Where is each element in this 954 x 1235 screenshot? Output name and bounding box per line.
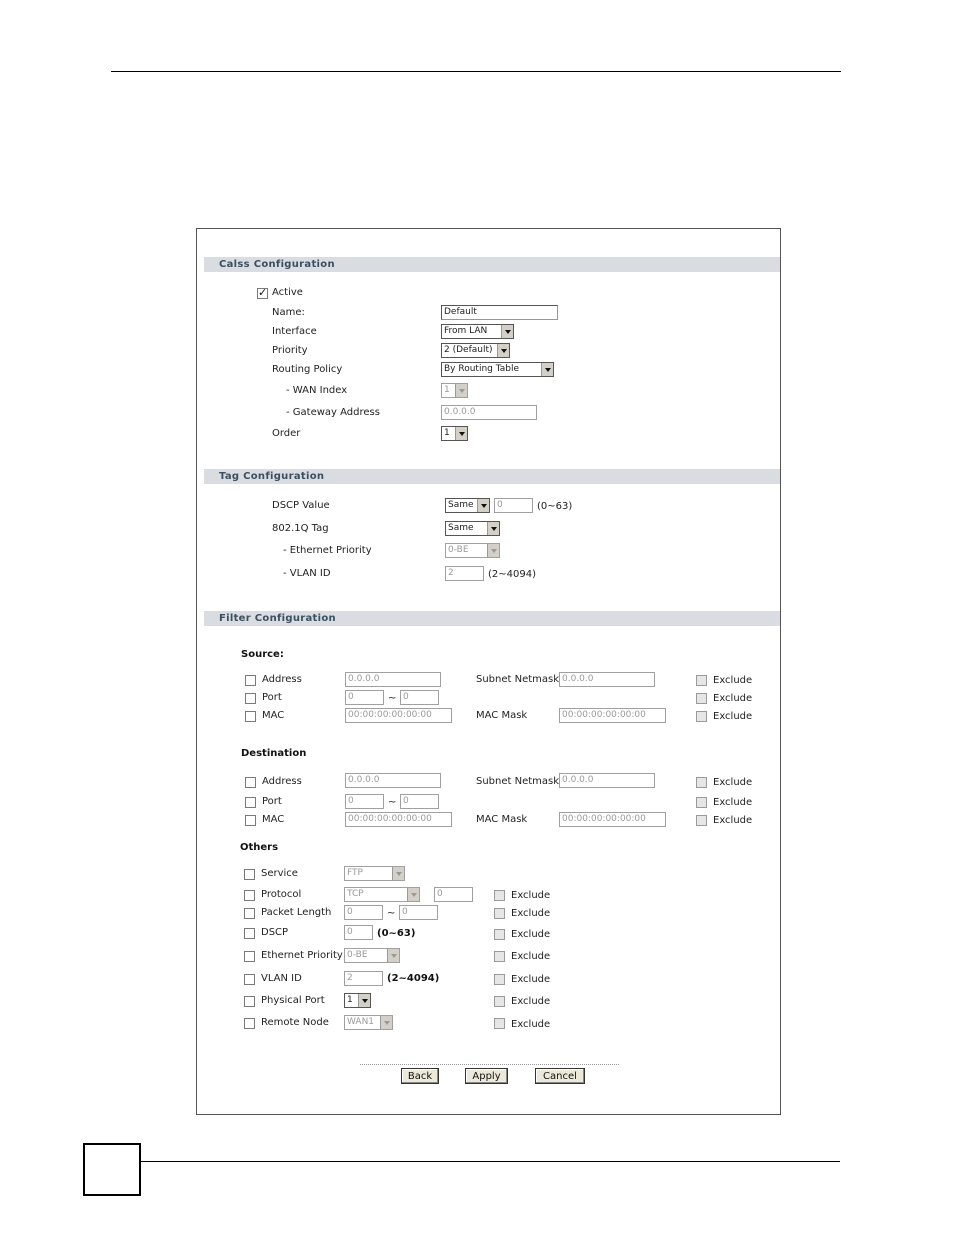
chevron-down-icon (392, 867, 404, 880)
dest-port-exclude-label: Exclude (713, 797, 753, 808)
dest-mac-mask-label: MAC Mask (476, 814, 528, 825)
protocol-number-input[interactable]: 0 (434, 887, 473, 902)
source-port-tilde: ~ (388, 693, 397, 704)
chevron-down-icon (487, 522, 499, 535)
dest-port-exclude-checkbox[interactable] (696, 797, 707, 808)
source-port-exclude-checkbox[interactable] (696, 693, 707, 704)
back-button[interactable]: Back (401, 1068, 439, 1084)
chevron-down-icon (455, 427, 467, 440)
name-label: Name: (272, 307, 305, 318)
packet-length-exclude-label: Exclude (511, 908, 551, 919)
eth-priority-filter-select[interactable] (344, 948, 400, 963)
eth-priority-filter-value: 0-BE (347, 950, 368, 960)
source-heading: Source: (241, 649, 284, 660)
name-input[interactable]: Default (441, 305, 558, 320)
vlan-id-input[interactable]: 2 (445, 566, 484, 581)
eth-priority-label: - Ethernet Priority (283, 545, 372, 556)
dest-address-exclude-label: Exclude (713, 777, 753, 788)
source-address-exclude-label: Exclude (713, 675, 753, 686)
chevron-down-icon (358, 994, 370, 1007)
filter-config-header: Filter Configuration (204, 611, 780, 626)
routing-policy-value: By Routing Table (444, 364, 520, 374)
dot1q-tag-value: Same (448, 523, 474, 533)
wan-index-value: 1 (444, 385, 450, 395)
class-config-header: Calss Configuration (204, 257, 780, 272)
wan-index-label: - WAN Index (286, 385, 348, 396)
service-value: FTP (347, 868, 363, 878)
chevron-down-icon (387, 949, 399, 962)
dest-mac-checkbox[interactable] (245, 815, 256, 826)
source-address-checkbox[interactable] (245, 675, 256, 686)
destination-heading: Destination (241, 748, 307, 759)
source-subnet-label: Subnet Netmask (476, 674, 560, 685)
source-port-to-input[interactable]: 0 (400, 690, 439, 705)
vlan-exclude-label: Exclude (511, 974, 551, 985)
cancel-button[interactable]: Cancel (535, 1068, 585, 1084)
order-select[interactable] (441, 426, 468, 441)
wan-index-select[interactable] (441, 383, 468, 398)
dscp-range-label: (0~63) (537, 501, 573, 512)
packet-length-to-input[interactable]: 0 (399, 905, 438, 920)
source-mac-mask-label: MAC Mask (476, 710, 528, 721)
dest-mac-exclude-checkbox[interactable] (696, 815, 707, 826)
gateway-label: - Gateway Address (286, 407, 380, 418)
source-mac-mask-input[interactable]: 00:00:00:00:00:00 (559, 708, 666, 723)
dscp-value-input[interactable]: 0 (494, 498, 533, 513)
physical-port-select[interactable] (344, 993, 371, 1008)
priority-select[interactable] (441, 343, 510, 358)
physical-port-exclude-label: Exclude (511, 996, 551, 1007)
dest-port-checkbox[interactable] (245, 797, 256, 808)
dscp-exclude-checkbox[interactable] (494, 929, 505, 940)
vlan-id-label: - VLAN ID (283, 568, 331, 579)
source-port-from-input[interactable]: 0 (345, 690, 384, 705)
dest-port-from-input[interactable]: 0 (345, 794, 384, 809)
dest-port-label: Port (262, 796, 282, 807)
remote-node-exclude-label: Exclude (511, 1019, 551, 1030)
others-heading: Others (240, 842, 279, 853)
order-label: Order (272, 428, 301, 439)
source-port-exclude-label: Exclude (713, 693, 753, 704)
source-mac-input[interactable]: 00:00:00:00:00:00 (345, 708, 452, 723)
dest-address-checkbox[interactable] (245, 777, 256, 788)
active-label: Active (272, 287, 303, 298)
remote-node-value: WAN1 (347, 1017, 375, 1027)
remote-node-exclude-checkbox[interactable] (494, 1018, 505, 1029)
dot1q-tag-select[interactable] (445, 521, 500, 536)
packet-length-from-input[interactable]: 0 (344, 905, 383, 920)
remote-node-select[interactable] (344, 1015, 393, 1030)
protocol-exclude-checkbox[interactable] (494, 890, 505, 901)
vlan-filter-checkbox[interactable] (244, 974, 255, 985)
interface-value: From LAN (444, 326, 488, 336)
vlan-exclude-checkbox[interactable] (494, 974, 505, 985)
active-checkbox[interactable] (257, 288, 268, 299)
dot1q-tag-label: 802.1Q Tag (272, 523, 329, 534)
protocol-checkbox[interactable] (244, 890, 255, 901)
routing-policy-select[interactable] (441, 362, 554, 377)
order-value: 1 (444, 428, 450, 438)
eth-priority-exclude-label: Exclude (511, 951, 551, 962)
source-mac-exclude-checkbox[interactable] (696, 711, 707, 722)
remote-node-label: Remote Node (261, 1017, 329, 1028)
dest-mac-label: MAC (262, 814, 285, 825)
vlan-filter-label: VLAN ID (261, 973, 302, 984)
chevron-down-icon (455, 384, 467, 397)
chevron-down-icon (501, 325, 513, 338)
tag-config-header: Tag Configuration (204, 469, 780, 484)
vlan-filter-input[interactable]: 2 (344, 971, 383, 986)
dscp-value-label: DSCP Value (272, 500, 330, 511)
dest-address-input[interactable]: 0.0.0.0 (345, 773, 441, 788)
eth-priority-value: 0-BE (448, 545, 469, 555)
dscp-checkbox[interactable] (244, 928, 255, 939)
protocol-value: TCP (347, 889, 364, 899)
service-checkbox[interactable] (244, 869, 255, 880)
source-address-label: Address (262, 674, 302, 685)
dest-mac-mask-input[interactable]: 00:00:00:00:00:00 (559, 812, 666, 827)
dscp-label: DSCP (261, 927, 289, 938)
remote-node-checkbox[interactable] (244, 1018, 255, 1029)
packet-length-label: Packet Length (261, 907, 332, 918)
protocol-exclude-label: Exclude (511, 890, 551, 901)
service-label: Service (261, 868, 298, 879)
protocol-select[interactable] (344, 887, 420, 902)
gateway-input[interactable]: 0.0.0.0 (441, 405, 537, 420)
source-mac-label: MAC (262, 710, 285, 721)
physical-port-checkbox[interactable] (244, 996, 255, 1007)
header-rule (111, 71, 841, 72)
priority-value: 2 (Default) (444, 345, 493, 355)
vlan-range-label: (2~4094) (488, 569, 536, 580)
dest-subnet-label: Subnet Netmask (476, 776, 560, 787)
protocol-label: Protocol (261, 889, 302, 900)
dest-address-label: Address (262, 776, 302, 787)
physical-port-value: 1 (347, 995, 353, 1005)
eth-priority-exclude-checkbox[interactable] (494, 951, 505, 962)
dscp-input[interactable]: 0 (344, 925, 373, 940)
chevron-down-icon (380, 1016, 392, 1029)
source-address-input[interactable]: 0.0.0.0 (345, 672, 441, 687)
button-divider (360, 1064, 619, 1065)
priority-label: Priority (272, 345, 308, 356)
routing-policy-label: Routing Policy (272, 364, 343, 375)
dest-port-to-input[interactable]: 0 (400, 794, 439, 809)
source-subnet-input[interactable]: 0.0.0.0 (559, 672, 655, 687)
dscp-range-label: (0~63) (377, 928, 416, 939)
packet-length-tilde: ~ (387, 908, 396, 919)
vlan-filter-range-label: (2~4094) (387, 973, 440, 984)
interface-select[interactable] (441, 324, 514, 339)
footer-rule (140, 1161, 840, 1162)
chevron-down-icon (487, 544, 499, 557)
dscp-exclude-label: Exclude (511, 929, 551, 940)
eth-priority-filter-label: Ethernet Priority (261, 950, 343, 961)
dscp-mode-select[interactable] (445, 498, 490, 513)
chevron-down-icon (407, 888, 419, 901)
source-mac-checkbox[interactable] (245, 711, 256, 722)
dest-mac-input[interactable]: 00:00:00:00:00:00 (345, 812, 452, 827)
chevron-down-icon (541, 363, 553, 376)
source-port-checkbox[interactable] (245, 693, 256, 704)
eth-priority-filter-checkbox[interactable] (244, 951, 255, 962)
apply-button[interactable]: Apply (465, 1068, 508, 1084)
source-mac-exclude-label: Exclude (713, 711, 753, 722)
packet-length-exclude-checkbox[interactable] (494, 908, 505, 919)
dest-mac-exclude-label: Exclude (713, 815, 753, 826)
dest-subnet-input[interactable]: 0.0.0.0 (559, 773, 655, 788)
service-select[interactable] (344, 866, 405, 881)
eth-priority-select[interactable] (445, 543, 500, 558)
physical-port-label: Physical Port (261, 995, 325, 1006)
page-number-box (83, 1143, 141, 1196)
chevron-down-icon (497, 344, 509, 357)
source-port-label: Port (262, 692, 282, 703)
dest-address-exclude-checkbox[interactable] (696, 777, 707, 788)
dest-port-tilde: ~ (388, 797, 397, 808)
chevron-down-icon (477, 499, 489, 512)
source-address-exclude-checkbox[interactable] (696, 675, 707, 686)
packet-length-checkbox[interactable] (244, 908, 255, 919)
physical-port-exclude-checkbox[interactable] (494, 996, 505, 1007)
dscp-mode-value: Same (448, 500, 474, 510)
interface-label: Interface (272, 326, 317, 337)
